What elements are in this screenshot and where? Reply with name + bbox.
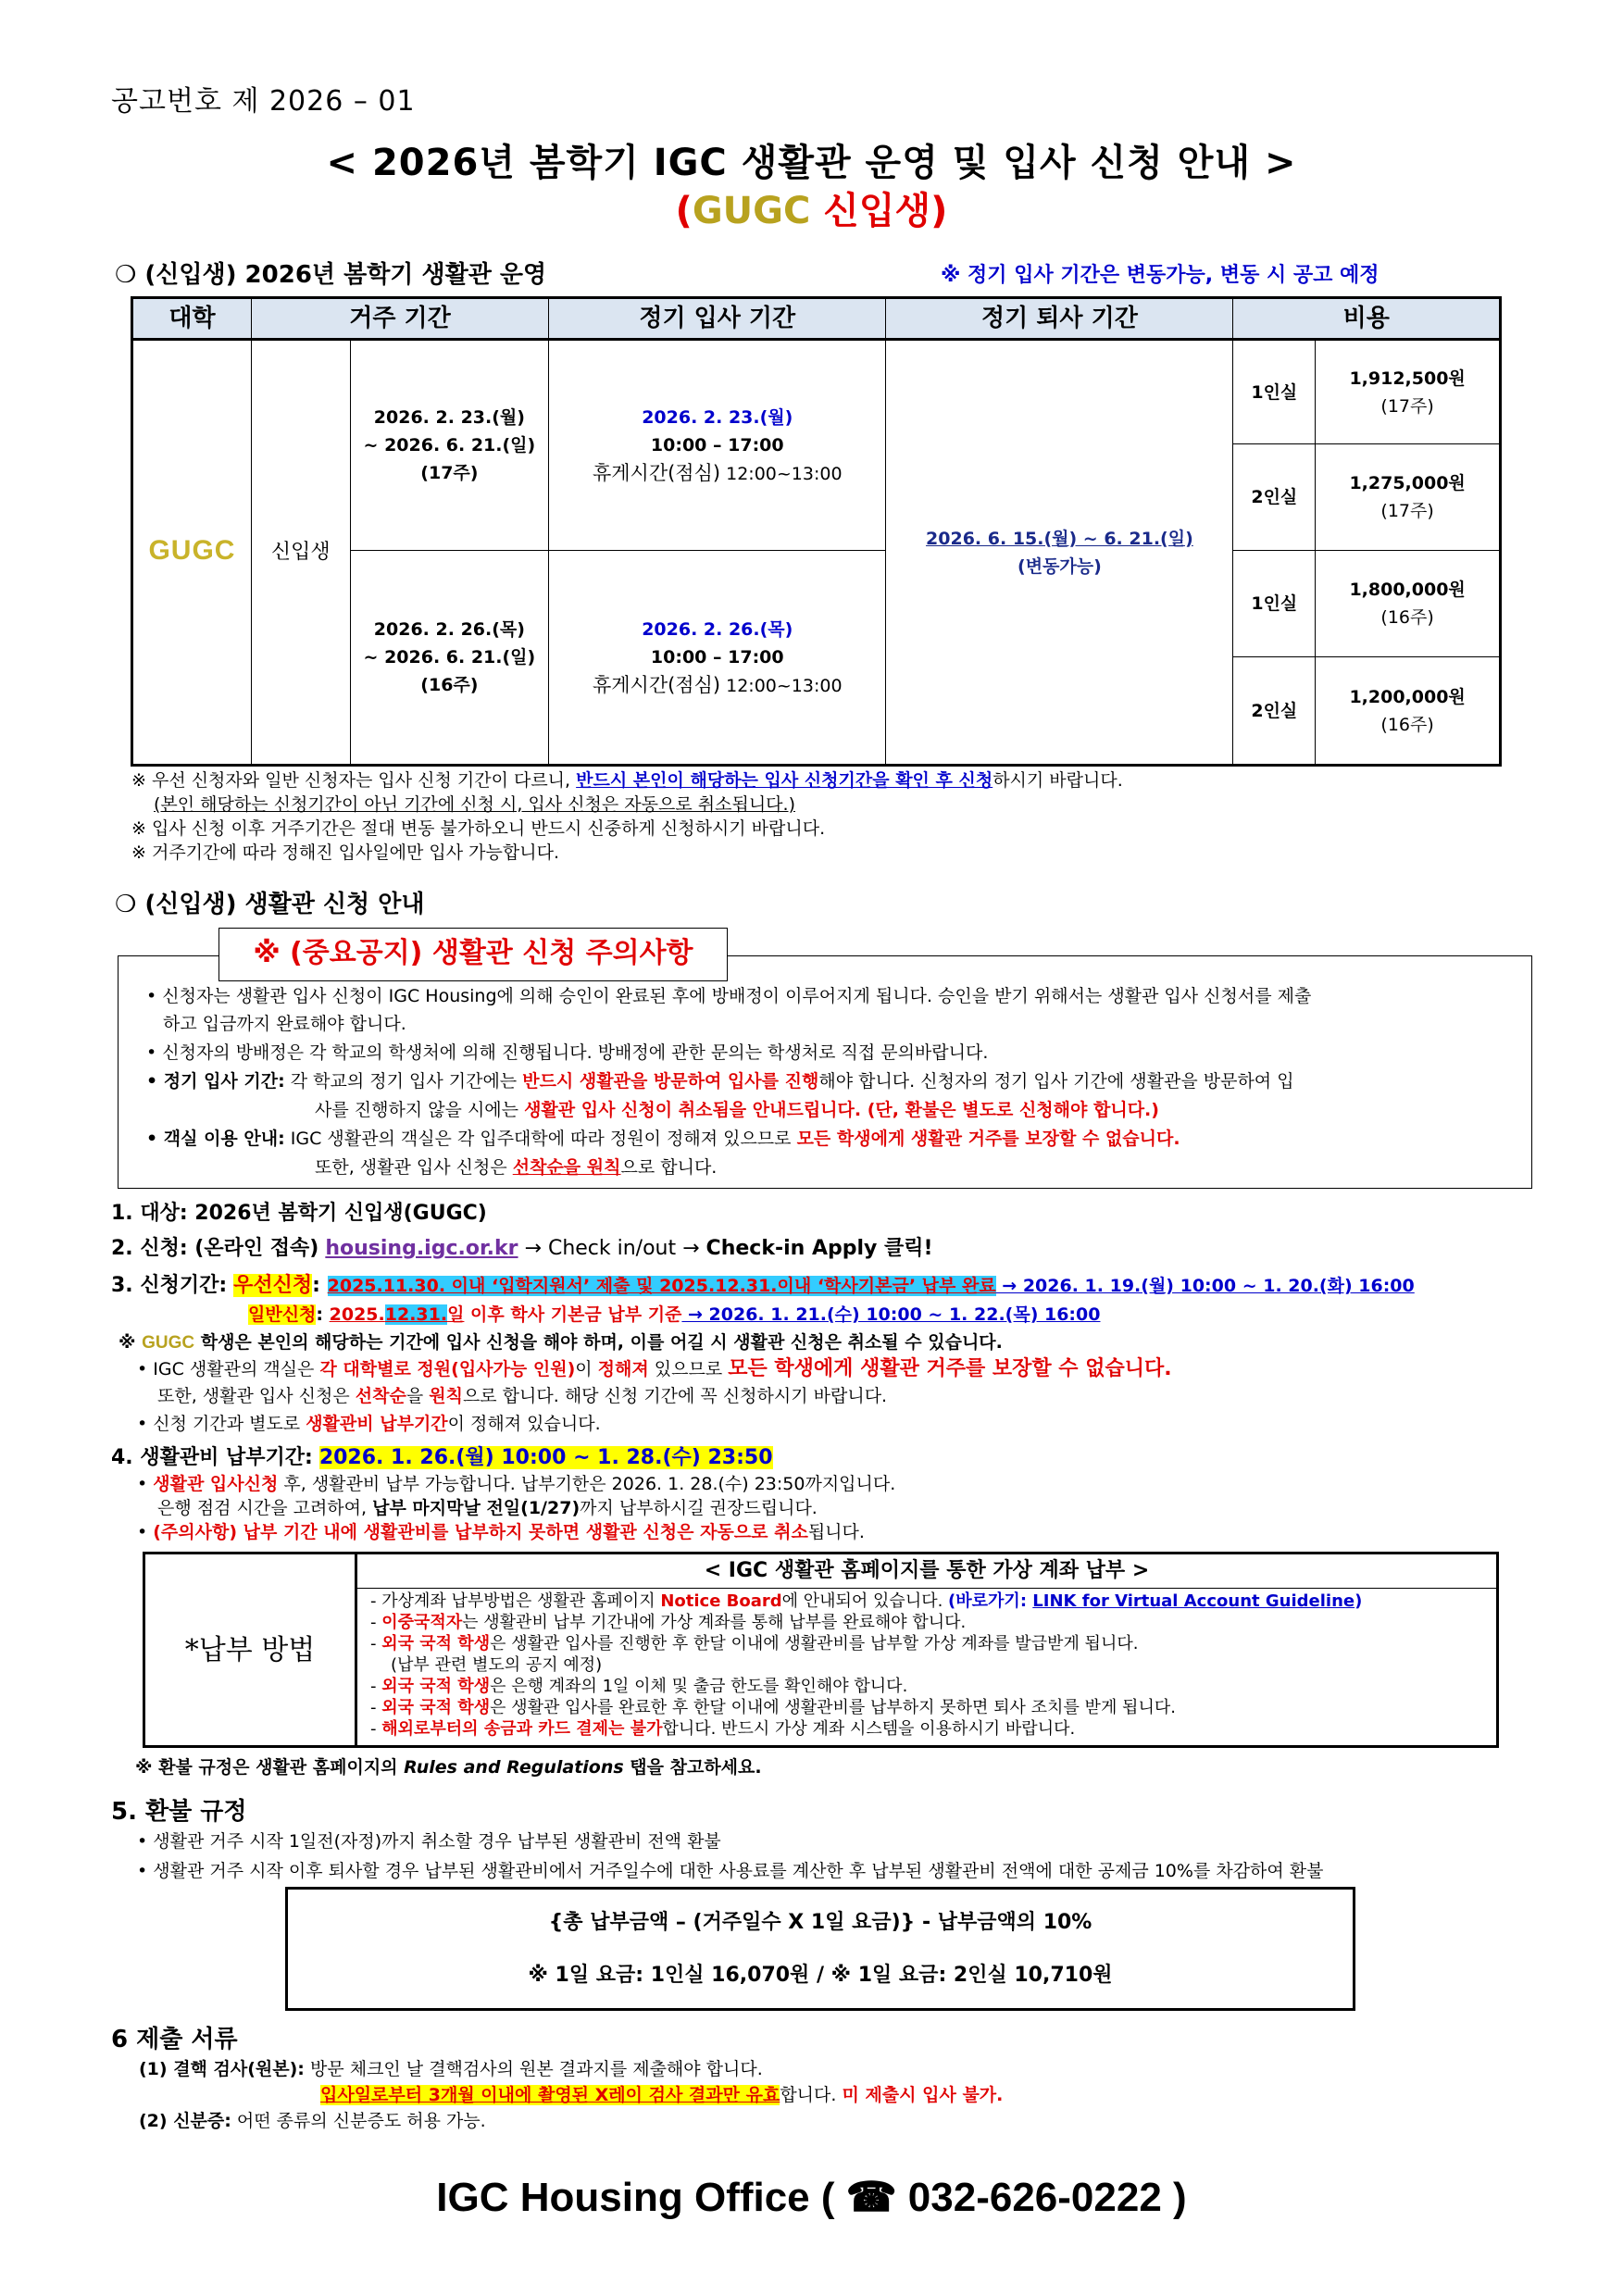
col-header-stay-period: 거주 기간 (251, 298, 548, 340)
gugc-logo: GUGC (148, 535, 236, 566)
item1-target: 1. 대상: 2026년 봄학기 신입생(GUGC) (111, 1202, 487, 1225)
payment-line-1: - 가상계좌 납부방법은 생활관 홈페이지 Notice Board에 안내되어 있습니다. (바로가기: LINK for Virtual Account Guideline) (370, 1591, 1363, 1611)
item2-apply: 2. 신청: (온라인 접속) housing.igc.or.kr → Check in/out → Check-in Apply 클릭! (111, 1237, 933, 1260)
room-type: 2인실 (1233, 657, 1316, 766)
item3-sub-3: • 신청 기간과 별도로 생활관비 납부기간이 정해져 있습니다. (137, 1414, 601, 1434)
daily-rate: ※ 1일 요금: 1인실 16,070원 / ※ 1일 요금: 2인실 10,710원 (528, 1964, 1113, 1987)
stay-period-2: 2026. 2. 26.(목) ~ 2026. 6. 21.(일) (16주) (350, 551, 549, 766)
circle-bullet-icon: ❍ (115, 891, 137, 918)
item3-sub-1: • IGC 생활관의 객실은 각 대학별로 정원(입사가능 인원)이 정해져 있으므로 모든 학생에게 생활관 거주를 보장할 수 없습니다. (137, 1357, 1172, 1380)
checkout-period: 2026. 6. 15.(월) ~ 6. 21.(일) (변동가능) (886, 340, 1233, 766)
checkin-period-2: 2026. 2. 26.(목) 10:00 – 17:00 휴게시간(점심) 12:00~13:00 (549, 551, 886, 766)
item5-heading: 5. 환불 규정 (111, 1798, 247, 1826)
col-header-checkout: 정기 퇴사 기간 (886, 298, 1233, 340)
payment-line-4: (납부 관련 별도의 공지 예정) (391, 1655, 603, 1675)
gugc-logo: GUGC (142, 1333, 195, 1353)
section1-note: ※ 정기 입사 기간은 변동가능, 변동 시 공고 예정 (941, 264, 1380, 287)
refund-bullet-1: • 생활관 거주 시작 1일전(자정)까지 취소할 경우 납부된 생활관비 전액 환불 (137, 1831, 721, 1852)
refund-bullet-2: • 생활관 거주 시작 이후 퇴사할 경우 납부된 생활관비에서 거주일수에 대한 사용료를 계산한 후 납부된 생활관비 전액에 대한 공제금 10%를 차감하여 환불 (137, 1861, 1324, 1881)
notice-bullet-3b: 사를 진행하지 않을 시에는 생활관 입사 신청이 취소됨을 안내드립니다. (단, 환불은 별도로 신청해야 합니다.) (315, 1100, 1159, 1120)
housing-office-footer: IGC Housing Office ( ☎ 032-626-0222 ) (436, 2175, 1187, 2220)
item4-sub-3: • (주의사항) 납부 기간 내에 생활관비를 납부하지 못하면 생활관 신청은 자동으로 취소됩니다. (137, 1522, 865, 1542)
student-type-cell: 신입생 (251, 340, 350, 766)
room-price: 1,800,000원 (16주) (1316, 551, 1501, 657)
col-header-cost: 비용 (1233, 298, 1501, 340)
payment-method-table (143, 1552, 1499, 1748)
room-type: 1인실 (1233, 340, 1316, 444)
circle-bullet-icon: ❍ (115, 261, 137, 289)
table-note-3: ※ 입사 신청 이후 거주기간은 절대 변동 불가하오니 반드시 신중하게 신청하시기 바랍니다. (131, 818, 826, 839)
table-note-2: (본인 해당하는 신청기간이 아닌 기간에 신청 시, 입사 신청은 자동으로 취소됩니다.) (154, 794, 795, 815)
notice-bullet-3: • 정기 입사 기간: 각 학교의 정기 입사 기간에는 반드시 생활관을 방문하여 입사를 진행해야 합니다. 신청자의 정기 입사 기간에 생활관을 방문하여 입 (146, 1071, 1294, 1092)
item4-payment-period: 4. 생활관비 납부기간: 2026. 1. 26.(월) 10:00 ~ 1. 28.(수) 23:50 (111, 1446, 773, 1469)
payment-details (356, 1589, 1498, 1747)
payment-line-5: - 외국 국적 학생은 은행 계좌의 1일 이체 및 출금 한도를 확인해야 합니다. (370, 1677, 908, 1696)
room-price: 1,200,000원 (16주) (1316, 657, 1501, 766)
section1-heading: ❍ (신입생) 2026년 봄학기 생활관 운영 (115, 261, 547, 289)
gugc-text: GUGC (692, 190, 811, 232)
room-price: 1,275,000원 (17주) (1316, 444, 1501, 551)
notice-number: 공고번호 제 2026 – 01 (111, 85, 416, 118)
refund-formula-box (285, 1887, 1355, 2011)
item3-period: 3. 신청기간: 우선신청: 2025.11.30. 이내 ‘입학지원서’ 제출 및 2025.12.31.이내 ‘학사기본금’ 납부 완료 → 2026. 1. 19.(월) 10:00 ~ 1. 20.(화) 16:00 (111, 1274, 1415, 1297)
virtual-account-guide-link[interactable]: LINK for Virtual Account Guideline (1032, 1591, 1355, 1611)
payment-line-3: - 외국 국적 학생은 생활관 입사를 진행한 후 한달 이내에 생활관비를 납부할 가상 계좌를 발급받게 됩니다. (370, 1634, 1139, 1653)
item3-general: 일반신청: 2025.12.31.일 이후 학사 기본금 납부 기준 → 2026. 1. 21.(수) 10:00 ~ 1. 22.(목) 16:00 (248, 1304, 1101, 1325)
university-cell (132, 340, 252, 766)
page-title: < 2026년 봄학기 IGC 생활관 운영 및 입사 신청 안내 > (326, 142, 1297, 184)
room-type: 1인실 (1233, 551, 1316, 657)
item6-heading: 6 제출 서류 (111, 2026, 238, 2053)
notice-bullet-1b: 하고 입금까지 완료해야 합니다. (163, 1014, 406, 1034)
notice-bullet-2: • 신청자의 방배정은 각 학교의 학생처에 의해 진행됩니다. 방배정에 관한 문의는 학생처로 직접 문의바랍니다. (146, 1042, 989, 1063)
notice-bullet-4b: 또한, 생활관 입사 신청은 선착순을 원칙으로 합니다. (315, 1157, 718, 1178)
room-price: 1,912,500원 (17주) (1316, 340, 1501, 444)
section2-heading: ❍ (신입생) 생활관 신청 안내 (115, 891, 425, 918)
payment-header: < IGC 생활관 홈페이지를 통한 가상 계좌 납부 > (356, 1554, 1498, 1589)
refund-formula: {총 납부금액 – (거주일수 X 1일 요금)} - 납부금액의 10% (548, 1911, 1092, 1934)
payment-method-label: *납부 방법 (144, 1554, 356, 1747)
phone-icon: ☎ (845, 2175, 897, 2220)
page-subtitle: (GUGC 신입생) (675, 190, 948, 232)
stay-period-1: 2026. 2. 23.(월) ~ 2026. 6. 21.(일) (17주) (350, 340, 549, 551)
col-header-university: 대학 (132, 298, 252, 340)
notice-bullet-4: • 객실 이용 안내: IGC 생활관의 객실은 각 입주대학에 따라 정원이 정해져 있으므로 모든 학생에게 생활관 거주를 보장할 수 없습니다. (146, 1129, 1180, 1149)
document-1-note: 입사일로부터 3개월 이내에 촬영된 X레이 검사 결과만 유효합니다. 미 제출시 입사 불가. (320, 2085, 1004, 2105)
important-notice-title: ※ (중요공지) 생활관 신청 주의사항 (218, 928, 728, 981)
col-header-checkin: 정기 입사 기간 (549, 298, 886, 340)
table-note-1: ※ 우선 신청자와 일반 신청자는 입사 신청 기간이 다르니, 반드시 본인이 해당하는 입사 신청기간을 확인 후 신청하시기 바랍니다. (131, 770, 1123, 791)
document-1: (1) 결핵 검사(원본): 방문 체크인 날 결핵검사의 원본 결과지를 제출해야 합니다. (139, 2059, 763, 2079)
item3-sub-2: 또한, 생활관 입사 신청은 선착순을 원칙으로 합니다. 해당 신청 기간에 꼭 신청하시기 바랍니다. (157, 1386, 888, 1406)
item4-sub-2: 은행 점검 시간을 고려하여, 납부 마지막날 전일(1/27)까지 납부하시길 권장드립니다. (157, 1498, 818, 1518)
payment-line-6: - 외국 국적 학생은 생활관 입사를 완료한 후 한달 이내에 생활관비를 납부하지 못하면 퇴사 조치를 받게 됩니다. (370, 1698, 1176, 1717)
payment-line-7: - 해외로부터의 송금과 카드 결제는 불가합니다. 반드시 가상 계좌 시스템을 이용하시기 바랍니다. (370, 1719, 1076, 1739)
room-type: 2인실 (1233, 444, 1316, 551)
payment-line-2: - 이중국적자는 생활관비 납부 기간내에 가상 계좌를 통해 납부를 완료해야 합니다. (370, 1613, 967, 1632)
refund-rules-note: ※ 환불 규정은 생활관 홈페이지의 Rules and Regulations 탭을 참고하세요. (135, 1757, 762, 1778)
item3-note: ※ GUGC 학생은 본인의 해당하는 기간에 입사 신청을 해야 하며, 이를 어길 시 생활관 신청은 취소될 수 있습니다. (119, 1332, 1003, 1353)
dormitory-schedule-table (131, 296, 1502, 767)
table-note-4: ※ 거주기간에 따라 정해진 입사일에만 입사 가능합니다. (131, 842, 559, 863)
item4-sub-1: • 생활관 입사신청 후, 생활관비 납부 가능합니다. 납부기한은 2026. 1. 28.(수) 23:50까지입니다. (137, 1474, 896, 1494)
notice-bullet-1: • 신청자는 생활관 입사 신청이 IGC Housing에 의해 승인이 완료된 후에 방배정이 이루어지게 됩니다. 승인을 받기 위해서는 생활관 입사 신청서를 제출 (146, 986, 1312, 1006)
checkin-period-1: 2026. 2. 23.(월) 10:00 – 17:00 휴게시간(점심) 12:00~13:00 (549, 340, 886, 551)
document-2: (2) 신분증: 어떤 종류의 신분증도 허용 가능. (139, 2111, 486, 2131)
housing-site-link[interactable]: housing.igc.or.kr (325, 1237, 518, 1260)
